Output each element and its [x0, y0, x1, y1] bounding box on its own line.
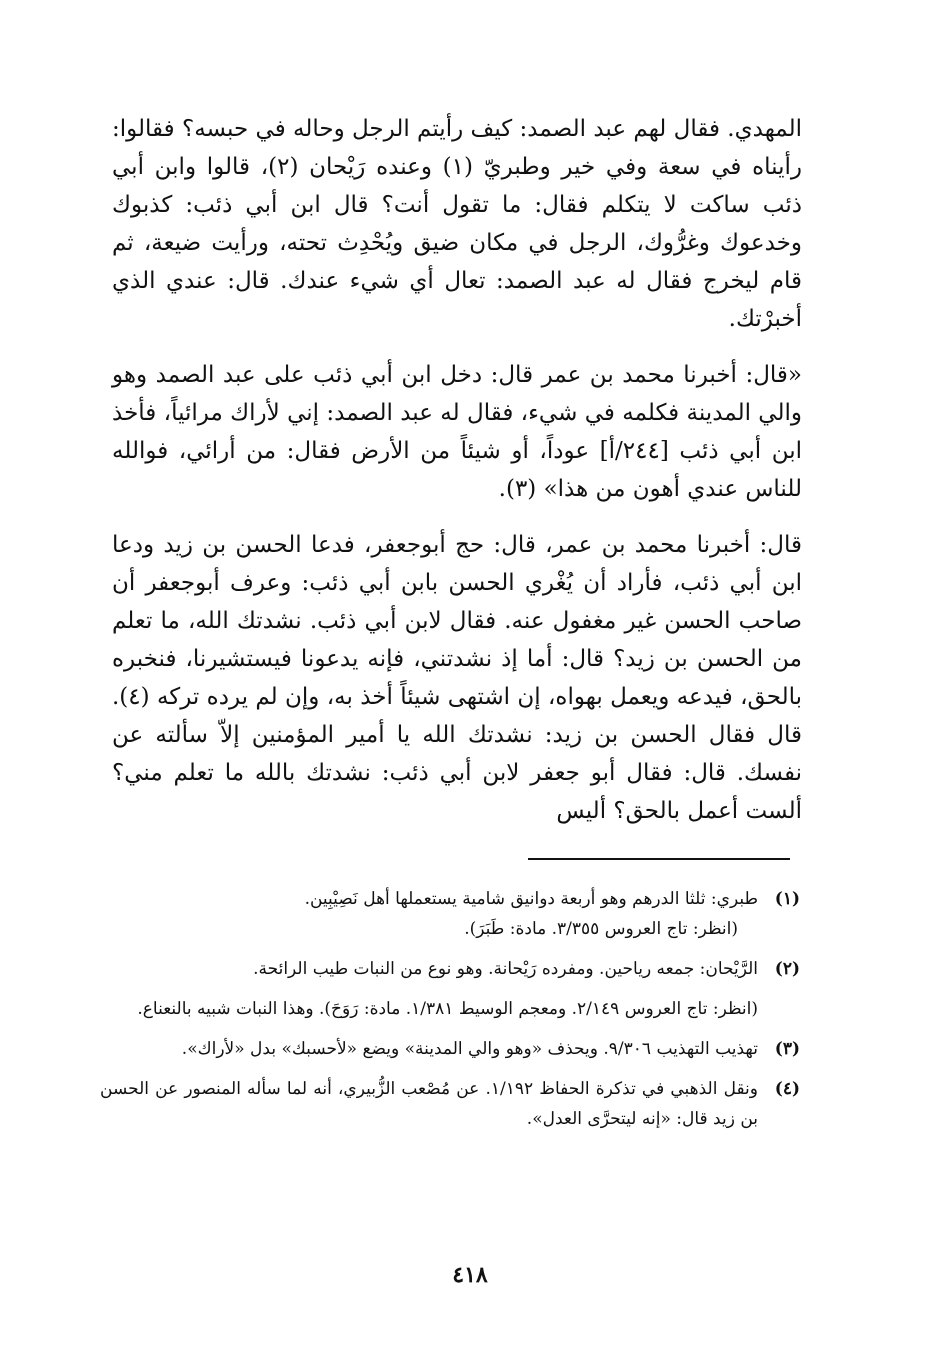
main-text [112, 110, 802, 848]
footnote-text: تهذيب التهذيب ٩/٣٠٦. ويحذف «وهو والي المدينة» ويضع «لأحسبك» بدل «لأراك». [181, 1039, 758, 1059]
footnote-separator [528, 858, 790, 860]
footnote-3 [100, 1034, 800, 1064]
footnote-1 [100, 884, 800, 944]
footnote-reference: (انظر: تاج العروس ٣/٣٥٥. مادة: طَبَرَ). [464, 919, 738, 939]
footnote-text: طبري: ثلثا الدرهم وهو أربعة دوانيق شامية يستعملها أهل نَصِيْبِين. [304, 889, 758, 909]
footnote-4 [100, 1074, 800, 1134]
footnote-text: الرَّيْحان: جمعه رياحين. ومفرده رَيْحانة. وهو نوع من النبات طيب الرائحة. [253, 959, 758, 979]
footnote-number: (٤) [774, 1079, 800, 1099]
footnote-number: (١) [774, 889, 800, 909]
paragraph-3: قال: أخبرنا محمد بن عمر، قال: حج أبوجعفر، فدعا الحسن بن زيد ودعا ابن أبي ذئب، فأراد أن يُغْري الحسن بابن أبي ذئب: وعرف أبوجعفر أن صاحب الحسن غير مغفول عنه. فقال لابن أبي ذئب. نشدتك الله، ما تعلم من الحسن بن زيد؟ قال: أما إذ نشدتني، فإنه يدعونا فيستشيرنا، فنخبره بالحق، فيدعه ويعمل بهواه، إن اشتهى شيئاً أخذ به، وإن لم يرده تركه (٤). قال فقال الحسن بن زيد: نشدتك الله يا أمير المؤمنين إلاّ سألته عن نفسك. قال: فقال أبو جعفر لابن أبي ذئب: نشدتك بالله ما تعلم مني؟ ألست أعمل بالحق؟ أليس [112, 532, 802, 824]
footnote-2-continuation: (انظر: تاج العروس ٢/١٤٩. ومعجم الوسيط ١/٣٨١. مادة: رَوَحَ). وهذا النبات شبيه بالنعناع. [137, 999, 758, 1019]
paragraph-2: «قال: أخبرنا محمد بن عمر قال: دخل ابن أبي ذئب على عبد الصمد وهو والي المدينة فكلمه في شيء، فقال له عبد الصمد: إني لأراك مرائياً، فأخذ ابن أبي ذئب [٢٤٤/أ] عوداً، أو شيئاً من الأرض فقال: من أرائي، فوالله للناس عندي أهون من هذا» (٣). [112, 362, 802, 502]
footnote-2 [100, 954, 800, 984]
footnote-number: (٢) [774, 959, 800, 979]
page-number: ٤١٨ [452, 1262, 488, 1288]
footnotes [100, 884, 800, 1144]
footnote-number: (٣) [774, 1039, 800, 1059]
paragraph-1: المهدي. فقال لهم عبد الصمد: كيف رأيتم الرجل وحاله في حبسه؟ فقالوا: رأيناه في سعة وفي خير وطبريّ (١) وعنده رَيْحان (٢)، قالوا وابن أبي ذئب ساكت لا يتكلم فقال: ما تقول أنت؟ قال ابن أبي ذئب: كذبوك وخدعوك وغرُّوك، الرجل في مكان ضيق ويُحْدِث تحته، ورأيت ضيعة، ثم قام ليخرج فقال له عبد الصمد: تعال أي شيء عندك. قال: عندي الذي أخبرْتك. [112, 116, 802, 332]
footnote-text: ونقل الذهبي في تذكرة الحفاظ ١/١٩٢. عن مُصْعب الزُّبيري، أنه لما سأله المنصور عن الحسن بن زيد قال: «إنه ليتحرَّى العدل». [100, 1079, 758, 1129]
